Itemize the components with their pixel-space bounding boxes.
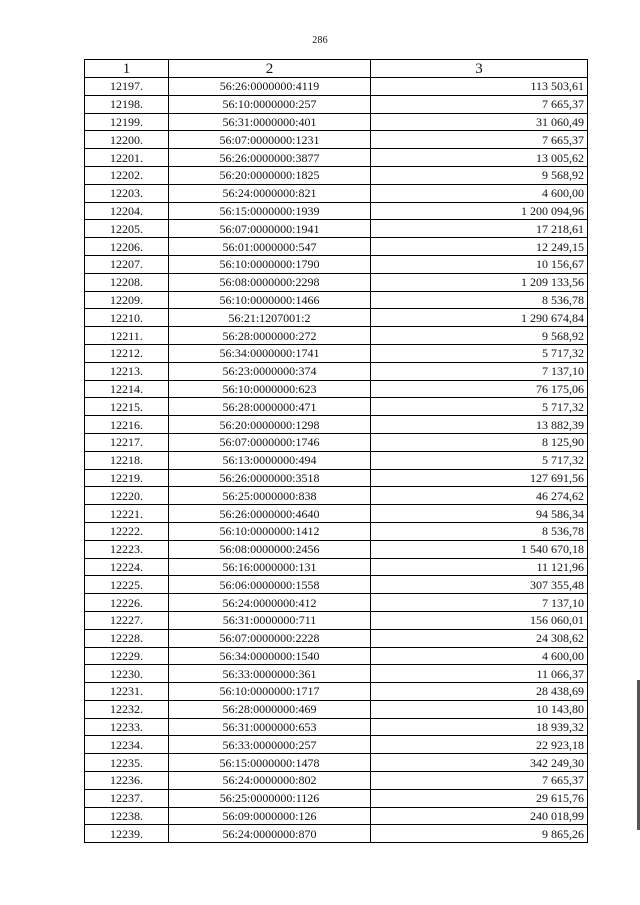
table-row xyxy=(85,398,588,416)
cadastral-number-cell: 56:28:0000000:469 xyxy=(169,700,371,718)
table-row xyxy=(85,611,588,629)
amount-cell: 5 717,32 xyxy=(371,398,588,416)
column-header-2: 2 xyxy=(169,60,371,78)
row-number-cell: 12228. xyxy=(85,629,169,647)
row-number-cell: 12208. xyxy=(85,273,169,291)
amount-cell: 24 308,62 xyxy=(371,629,588,647)
row-number-cell: 12231. xyxy=(85,683,169,701)
amount-cell: 7 137,10 xyxy=(371,362,588,380)
amount-cell: 8 536,78 xyxy=(371,522,588,540)
row-number-cell: 12238. xyxy=(85,807,169,825)
table-row xyxy=(85,718,588,736)
amount-cell: 1 540 670,18 xyxy=(371,540,588,558)
row-number-cell: 12227. xyxy=(85,611,169,629)
row-number-cell: 12203. xyxy=(85,184,169,202)
table-row xyxy=(85,344,588,362)
amount-cell: 22 923,18 xyxy=(371,736,588,754)
cadastral-number-cell: 56:15:0000000:1939 xyxy=(169,202,371,220)
table-row xyxy=(85,736,588,754)
table-row xyxy=(85,362,588,380)
row-number-cell: 12206. xyxy=(85,238,169,256)
amount-cell: 8 125,90 xyxy=(371,433,588,451)
row-number-cell: 12214. xyxy=(85,380,169,398)
cadastral-number-cell: 56:10:0000000:1790 xyxy=(169,255,371,273)
table-row xyxy=(85,327,588,345)
cadastral-number-cell: 56:31:0000000:711 xyxy=(169,611,371,629)
table-row xyxy=(85,202,588,220)
amount-cell: 29 615,76 xyxy=(371,789,588,807)
amount-cell: 4 600,00 xyxy=(371,647,588,665)
row-number-cell: 12224. xyxy=(85,558,169,576)
cadastral-number-cell: 56:07:0000000:1941 xyxy=(169,220,371,238)
table-row xyxy=(85,113,588,131)
amount-cell: 1 200 094,96 xyxy=(371,202,588,220)
table-row xyxy=(85,309,588,327)
cadastral-number-cell: 56:07:0000000:1746 xyxy=(169,433,371,451)
cadastral-number-cell: 56:07:0000000:1231 xyxy=(169,131,371,149)
row-number-cell: 12213. xyxy=(85,362,169,380)
amount-cell: 127 691,56 xyxy=(371,469,588,487)
row-number-cell: 12211. xyxy=(85,327,169,345)
row-number-cell: 12210. xyxy=(85,309,169,327)
table-row xyxy=(85,131,588,149)
cadastral-number-cell: 56:26:0000000:3877 xyxy=(169,149,371,167)
table-row xyxy=(85,451,588,469)
table-row xyxy=(85,273,588,291)
table-row xyxy=(85,433,588,451)
row-number-cell: 12205. xyxy=(85,220,169,238)
cadastral-number-cell: 56:24:0000000:821 xyxy=(169,184,371,202)
table-row xyxy=(85,184,588,202)
table-body xyxy=(85,78,588,843)
row-number-cell: 12221. xyxy=(85,505,169,523)
cadastral-number-cell: 56:23:0000000:374 xyxy=(169,362,371,380)
row-number-cell: 12209. xyxy=(85,291,169,309)
cadastral-number-cell: 56:34:0000000:1540 xyxy=(169,647,371,665)
amount-cell: 11 121,96 xyxy=(371,558,588,576)
amount-cell: 5 717,32 xyxy=(371,451,588,469)
table-row xyxy=(85,487,588,505)
amount-cell: 342 249,30 xyxy=(371,754,588,772)
table-row xyxy=(85,825,588,843)
table-row xyxy=(85,78,588,96)
amount-cell: 1 209 133,56 xyxy=(371,273,588,291)
table-row xyxy=(85,540,588,558)
row-number-cell: 12220. xyxy=(85,487,169,505)
table-row xyxy=(85,807,588,825)
table-row xyxy=(85,95,588,113)
page-number: 286 xyxy=(312,35,328,46)
cadastral-number-cell: 56:25:0000000:1126 xyxy=(169,789,371,807)
row-number-cell: 12226. xyxy=(85,594,169,612)
table-row xyxy=(85,576,588,594)
cadastral-number-cell: 56:10:0000000:623 xyxy=(169,380,371,398)
data-table xyxy=(84,59,588,843)
row-number-cell: 12215. xyxy=(85,398,169,416)
table-row xyxy=(85,416,588,434)
cadastral-number-cell: 56:01:0000000:547 xyxy=(169,238,371,256)
cadastral-number-cell: 56:07:0000000:2228 xyxy=(169,629,371,647)
row-number-cell: 12222. xyxy=(85,522,169,540)
row-number-cell: 12198. xyxy=(85,95,169,113)
amount-cell: 156 060,01 xyxy=(371,611,588,629)
table-row xyxy=(85,558,588,576)
amount-cell: 13 005,62 xyxy=(371,149,588,167)
cadastral-number-cell: 56:09:0000000:126 xyxy=(169,807,371,825)
cadastral-number-cell: 56:06:0000000:1558 xyxy=(169,576,371,594)
row-number-cell: 12216. xyxy=(85,416,169,434)
row-number-cell: 12234. xyxy=(85,736,169,754)
table-row xyxy=(85,594,588,612)
cadastral-number-cell: 56:13:0000000:494 xyxy=(169,451,371,469)
amount-cell: 7 665,37 xyxy=(371,131,588,149)
cadastral-number-cell: 56:24:0000000:870 xyxy=(169,825,371,843)
table-row xyxy=(85,700,588,718)
table-row xyxy=(85,683,588,701)
row-number-cell: 12197. xyxy=(85,78,169,96)
amount-cell: 113 503,61 xyxy=(371,78,588,96)
column-header-3: 3 xyxy=(371,60,588,78)
cadastral-number-cell: 56:31:0000000:401 xyxy=(169,113,371,131)
cadastral-number-cell: 56:24:0000000:412 xyxy=(169,594,371,612)
row-number-cell: 12229. xyxy=(85,647,169,665)
table-row xyxy=(85,754,588,772)
cadastral-number-cell: 56:08:0000000:2456 xyxy=(169,540,371,558)
table-row xyxy=(85,149,588,167)
amount-cell: 9 568,92 xyxy=(371,327,588,345)
amount-cell: 11 066,37 xyxy=(371,665,588,683)
table-row xyxy=(85,166,588,184)
amount-cell: 9 568,92 xyxy=(371,166,588,184)
amount-cell: 17 218,61 xyxy=(371,220,588,238)
amount-cell: 12 249,15 xyxy=(371,238,588,256)
cadastral-number-cell: 56:21:1207001:2 xyxy=(169,309,371,327)
cadastral-number-cell: 56:20:0000000:1298 xyxy=(169,416,371,434)
amount-cell: 1 290 674,84 xyxy=(371,309,588,327)
row-number-cell: 12207. xyxy=(85,255,169,273)
row-number-cell: 12212. xyxy=(85,344,169,362)
cadastral-number-cell: 56:24:0000000:802 xyxy=(169,772,371,790)
amount-cell: 10 143,80 xyxy=(371,700,588,718)
table-header-row xyxy=(85,60,588,78)
row-number-cell: 12237. xyxy=(85,789,169,807)
cadastral-number-cell: 56:33:0000000:257 xyxy=(169,736,371,754)
amount-cell: 7 665,37 xyxy=(371,95,588,113)
row-number-cell: 12235. xyxy=(85,754,169,772)
amount-cell: 31 060,49 xyxy=(371,113,588,131)
row-number-cell: 12236. xyxy=(85,772,169,790)
cadastral-number-cell: 56:26:0000000:4640 xyxy=(169,505,371,523)
table-row xyxy=(85,505,588,523)
row-number-cell: 12219. xyxy=(85,469,169,487)
table-row xyxy=(85,665,588,683)
table-row xyxy=(85,772,588,790)
row-number-cell: 12225. xyxy=(85,576,169,594)
table-row xyxy=(85,789,588,807)
cadastral-number-cell: 56:28:0000000:471 xyxy=(169,398,371,416)
cadastral-number-cell: 56:15:0000000:1478 xyxy=(169,754,371,772)
amount-cell: 307 355,48 xyxy=(371,576,588,594)
amount-cell: 5 717,32 xyxy=(371,344,588,362)
table-row xyxy=(85,291,588,309)
amount-cell: 7 665,37 xyxy=(371,772,588,790)
table-row xyxy=(85,380,588,398)
cadastral-number-cell: 56:10:0000000:1412 xyxy=(169,522,371,540)
cadastral-number-cell: 56:16:0000000:131 xyxy=(169,558,371,576)
amount-cell: 240 018,99 xyxy=(371,807,588,825)
row-number-cell: 12202. xyxy=(85,166,169,184)
amount-cell: 13 882,39 xyxy=(371,416,588,434)
amount-cell: 7 137,10 xyxy=(371,594,588,612)
amount-cell: 18 939,32 xyxy=(371,718,588,736)
amount-cell: 76 175,06 xyxy=(371,380,588,398)
cadastral-number-cell: 56:28:0000000:272 xyxy=(169,327,371,345)
row-number-cell: 12230. xyxy=(85,665,169,683)
amount-cell: 8 536,78 xyxy=(371,291,588,309)
cadastral-number-cell: 56:34:0000000:1741 xyxy=(169,344,371,362)
row-number-cell: 12217. xyxy=(85,433,169,451)
column-header-1: 1 xyxy=(85,60,169,78)
amount-cell: 9 865,26 xyxy=(371,825,588,843)
row-number-cell: 12232. xyxy=(85,700,169,718)
row-number-cell: 12223. xyxy=(85,540,169,558)
cadastral-number-cell: 56:31:0000000:653 xyxy=(169,718,371,736)
row-number-cell: 12218. xyxy=(85,451,169,469)
amount-cell: 4 600,00 xyxy=(371,184,588,202)
cadastral-number-cell: 56:08:0000000:2298 xyxy=(169,273,371,291)
cadastral-number-cell: 56:20:0000000:1825 xyxy=(169,166,371,184)
row-number-cell: 12200. xyxy=(85,131,169,149)
row-number-cell: 12233. xyxy=(85,718,169,736)
cadastral-number-cell: 56:10:0000000:1466 xyxy=(169,291,371,309)
table-row xyxy=(85,469,588,487)
cadastral-number-cell: 56:26:0000000:4119 xyxy=(169,78,371,96)
amount-cell: 28 438,69 xyxy=(371,683,588,701)
table-row xyxy=(85,522,588,540)
row-number-cell: 12239. xyxy=(85,825,169,843)
cadastral-number-cell: 56:26:0000000:3518 xyxy=(169,469,371,487)
table-row xyxy=(85,255,588,273)
table-row xyxy=(85,220,588,238)
amount-cell: 94 586,34 xyxy=(371,505,588,523)
cadastral-number-cell: 56:33:0000000:361 xyxy=(169,665,371,683)
cadastral-number-cell: 56:10:0000000:257 xyxy=(169,95,371,113)
table-row xyxy=(85,238,588,256)
row-number-cell: 12204. xyxy=(85,202,169,220)
amount-cell: 10 156,67 xyxy=(371,255,588,273)
cadastral-number-cell: 56:10:0000000:1717 xyxy=(169,683,371,701)
row-number-cell: 12201. xyxy=(85,149,169,167)
amount-cell: 46 274,62 xyxy=(371,487,588,505)
table-row xyxy=(85,629,588,647)
table-row xyxy=(85,647,588,665)
row-number-cell: 12199. xyxy=(85,113,169,131)
cadastral-number-cell: 56:25:0000000:838 xyxy=(169,487,371,505)
